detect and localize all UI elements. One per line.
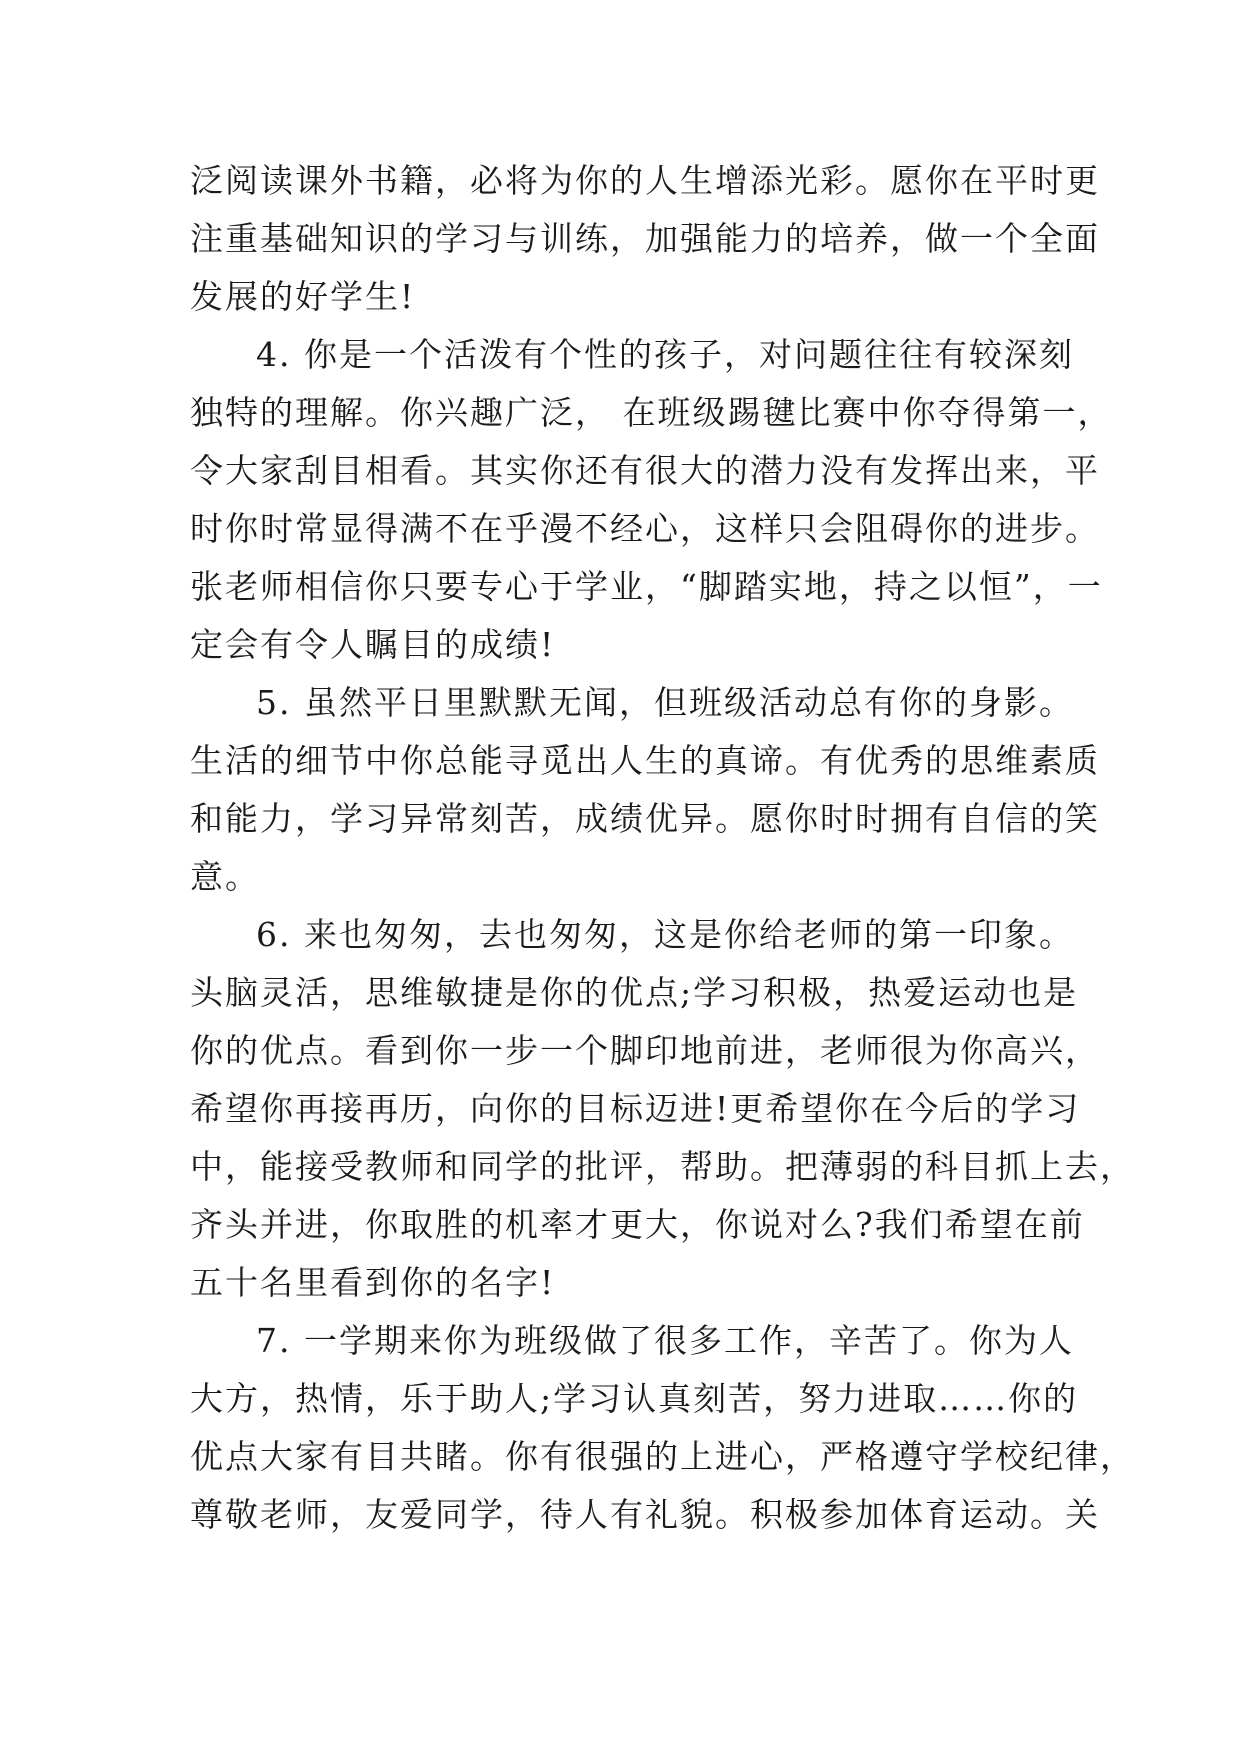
text-line: 头脑灵活，思维敏捷是你的优点;学习积极，热爱运动也是 [190, 973, 1079, 1012]
text-line: 你的优点。看到你一步一个脚印地前进，老师很为你高兴， [190, 1031, 1100, 1070]
text-line: 齐头并进，你取胜的机率才更大，你说对么?我们希望在前 [190, 1205, 1085, 1244]
text-line: 独特的理解。你兴趣广泛， 在班级踢毽比赛中你夺得第一， [190, 393, 1113, 432]
paragraph-6-first-line: 6. 来也匆匆，去也匆匆，这是你给老师的第一印象。 [256, 915, 1074, 954]
text-line: 注重基础知识的学习与训练，加强能力的培养，做一个全面 [190, 219, 1100, 258]
text-line: 优点大家有目共睹。你有很强的上进心，严格遵守学校纪律， [190, 1437, 1135, 1476]
text-line: 张老师相信你只要专心于学业，“脚踏实地，持之以恒”，一 [190, 567, 1103, 606]
text-line: 五十名里看到你的名字! [190, 1263, 556, 1302]
text-line: 定会有令人瞩目的成绩! [190, 625, 556, 664]
text-line: 发展的好学生! [190, 277, 416, 316]
text-line: 意。 [190, 857, 260, 896]
text-line: 尊敬老师，友爱同学，待人有礼貌。积极参加体育运动。关 [190, 1495, 1100, 1534]
text-line: 希望你再接再历，向你的目标迈进!更希望你在今后的学习 [190, 1089, 1081, 1128]
text-line: 泛阅读课外书籍，必将为你的人生增添光彩。愿你在平时更 [190, 161, 1100, 200]
paragraph-7-first-line: 7. 一学期来你为班级做了很多工作，辛苦了。你为人 [256, 1321, 1074, 1360]
text-line: 生活的细节中你总能寻觅出人生的真谛。有优秀的思维素质 [190, 741, 1100, 780]
text-line: 令大家刮目相看。其实你还有很大的潜力没有发挥出来，平 [190, 451, 1100, 490]
paragraph-4-first-line: 4. 你是一个活泼有个性的孩子，对问题往往有较深刻 [256, 335, 1074, 374]
document-body [190, 152, 1135, 1544]
text-line: 中，能接受教师和同学的批评，帮助。把薄弱的科目抓上去， [190, 1147, 1135, 1186]
paragraph-5-first-line: 5. 虽然平日里默默无闻，但班级活动总有你的身影。 [256, 683, 1074, 722]
text-line: 时你时常显得满不在乎漫不经心，这样只会阻碍你的进步。 [190, 509, 1100, 548]
text-line: 大方，热情，乐于助人;学习认真刻苦，努力进取……你的 [190, 1379, 1079, 1418]
text-line: 和能力，学习异常刻苦，成绩优异。愿你时时拥有自信的笑 [190, 799, 1100, 838]
